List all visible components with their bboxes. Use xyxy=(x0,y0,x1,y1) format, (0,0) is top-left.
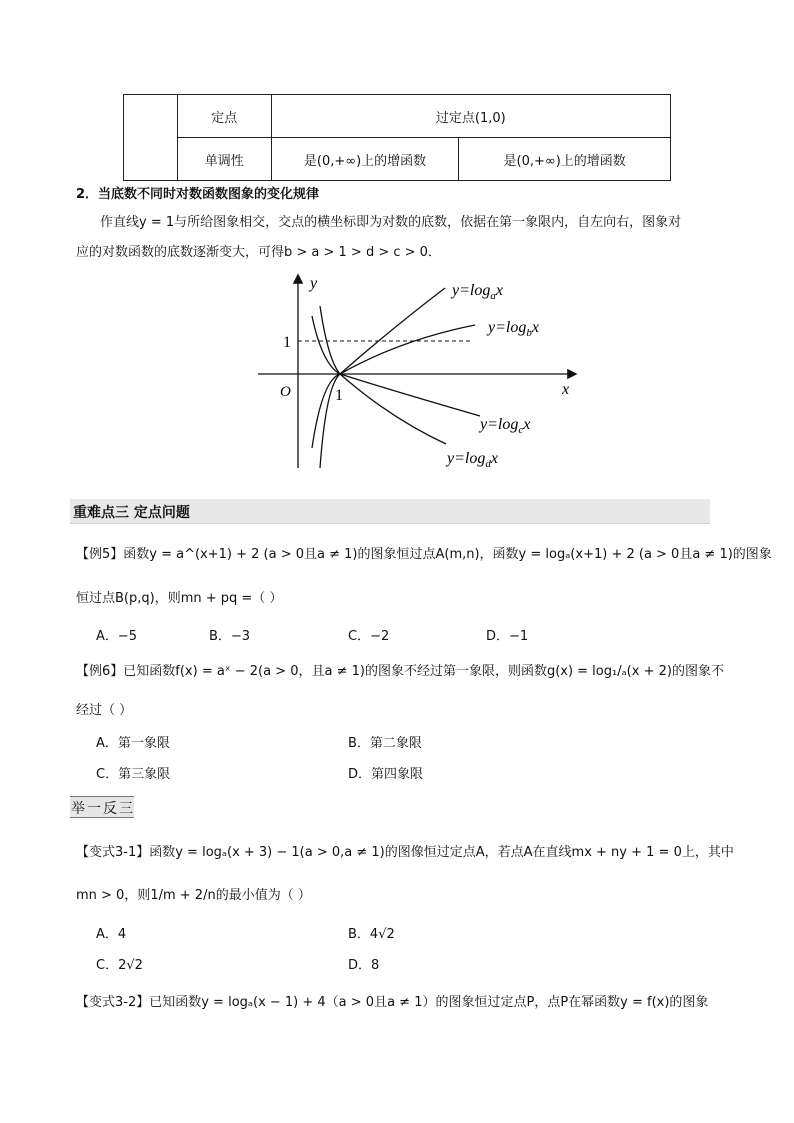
ex6-option-c: C．第三象限 xyxy=(96,767,171,782)
practice-label xyxy=(70,796,134,818)
label-log-c: $y=\log_cx$ xyxy=(480,416,531,436)
practice-char-4: 三 xyxy=(118,796,134,818)
var32-line1: 【变式3-2】已知函数y = logₐ(x − 1) + 4（a > 0且a ≠ 1）的图象恒过定点P，点P在幂函数y = f(x)的图象 xyxy=(76,995,709,1010)
table-empty-cell xyxy=(124,95,178,181)
x-tick-1: 1 xyxy=(335,387,343,404)
y-axis-label: y xyxy=(310,275,318,292)
table-label-monotonic: 单调性 xyxy=(177,138,271,181)
log-functions-figure xyxy=(250,268,590,473)
var31-option-c: C．2√2 xyxy=(96,958,143,973)
var31-line1: 【变式3-1】函数y = logₐ(x + 3) − 1(a > 0,a ≠ 1)的图像恒过定点A，若点A在直线mx + ny + 1 = 0上，其中 xyxy=(76,845,734,860)
var31-option-d: D．8 xyxy=(348,958,380,973)
table-value-fixed-point: 过定点(1,0) xyxy=(271,95,670,138)
ex5-option-c: C．−2 xyxy=(348,629,390,644)
label-log-a: $y=\log_ax$ xyxy=(452,282,503,302)
label-log-d: $y=\log_dx$ xyxy=(447,450,498,470)
table-label-fixed-point: 定点 xyxy=(177,95,271,138)
x-axis-label: x xyxy=(562,381,570,398)
y-tick-1: 1 xyxy=(283,334,291,351)
practice-char-2: 一 xyxy=(86,796,102,818)
section2-heading: 2．当底数不同时对数函数图象的变化规律 xyxy=(76,187,320,202)
ex5-option-a: A．−5 xyxy=(96,629,138,644)
ex6-option-a: A．第一象限 xyxy=(96,736,170,751)
section3-title: 重难点三 定点问题 xyxy=(73,505,190,521)
var31-line2: mn > 0，则1/m + 2/n的最小值为（ ） xyxy=(76,888,311,903)
ex5-option-b: B．−3 xyxy=(209,629,251,644)
ex6-option-b: B．第二象限 xyxy=(348,736,422,751)
origin-label: O xyxy=(280,384,291,400)
properties-table xyxy=(123,94,671,181)
var31-option-a: A．4 xyxy=(96,927,127,942)
ex5-line1: 【例5】函数y = a^(x+1) + 2 (a > 0且a ≠ 1)的图象恒过点A(m,n)，函数y = logₐ(x+1) + 2 (a > 0且a ≠ 1)的图象 xyxy=(76,547,772,562)
curve-log-b xyxy=(320,325,475,468)
label-log-b: $y=\log_bx$ xyxy=(488,319,539,339)
practice-char-1: 举 xyxy=(70,796,86,818)
ex5-option-d: D．−1 xyxy=(486,629,529,644)
ex5-line2: 恒过点B(p,q)，则mn + pq =（ ） xyxy=(76,591,283,606)
practice-char-3: 反 xyxy=(102,796,118,818)
section2-para-line1: 作直线y = 1与所给图象相交，交点的横坐标即为对数的底数，依据在第一象限内，自左向右，图象对 xyxy=(100,215,682,230)
section2-para-line2: 应的对数函数的底数逐渐变大，可得b > a > 1 > d > c > 0． xyxy=(76,245,441,260)
table-value-monotonic-1: 是(0,+∞)上的增函数 xyxy=(271,138,459,181)
ex6-line1: 【例6】已知函数f(x) = aˣ − 2(a > 0，且a ≠ 1)的图象不经过第一象限，则函数g(x) = log₁/ₐ(x + 2)的图象不 xyxy=(76,664,724,679)
ex6-line2: 经过（ ） xyxy=(76,703,133,718)
section3-title-bar xyxy=(70,499,710,524)
table-value-monotonic-2: 是(0,+∞)上的增函数 xyxy=(459,138,671,181)
ex6-option-d: D．第四象限 xyxy=(348,767,424,782)
var31-option-b: B．4√2 xyxy=(348,927,395,942)
